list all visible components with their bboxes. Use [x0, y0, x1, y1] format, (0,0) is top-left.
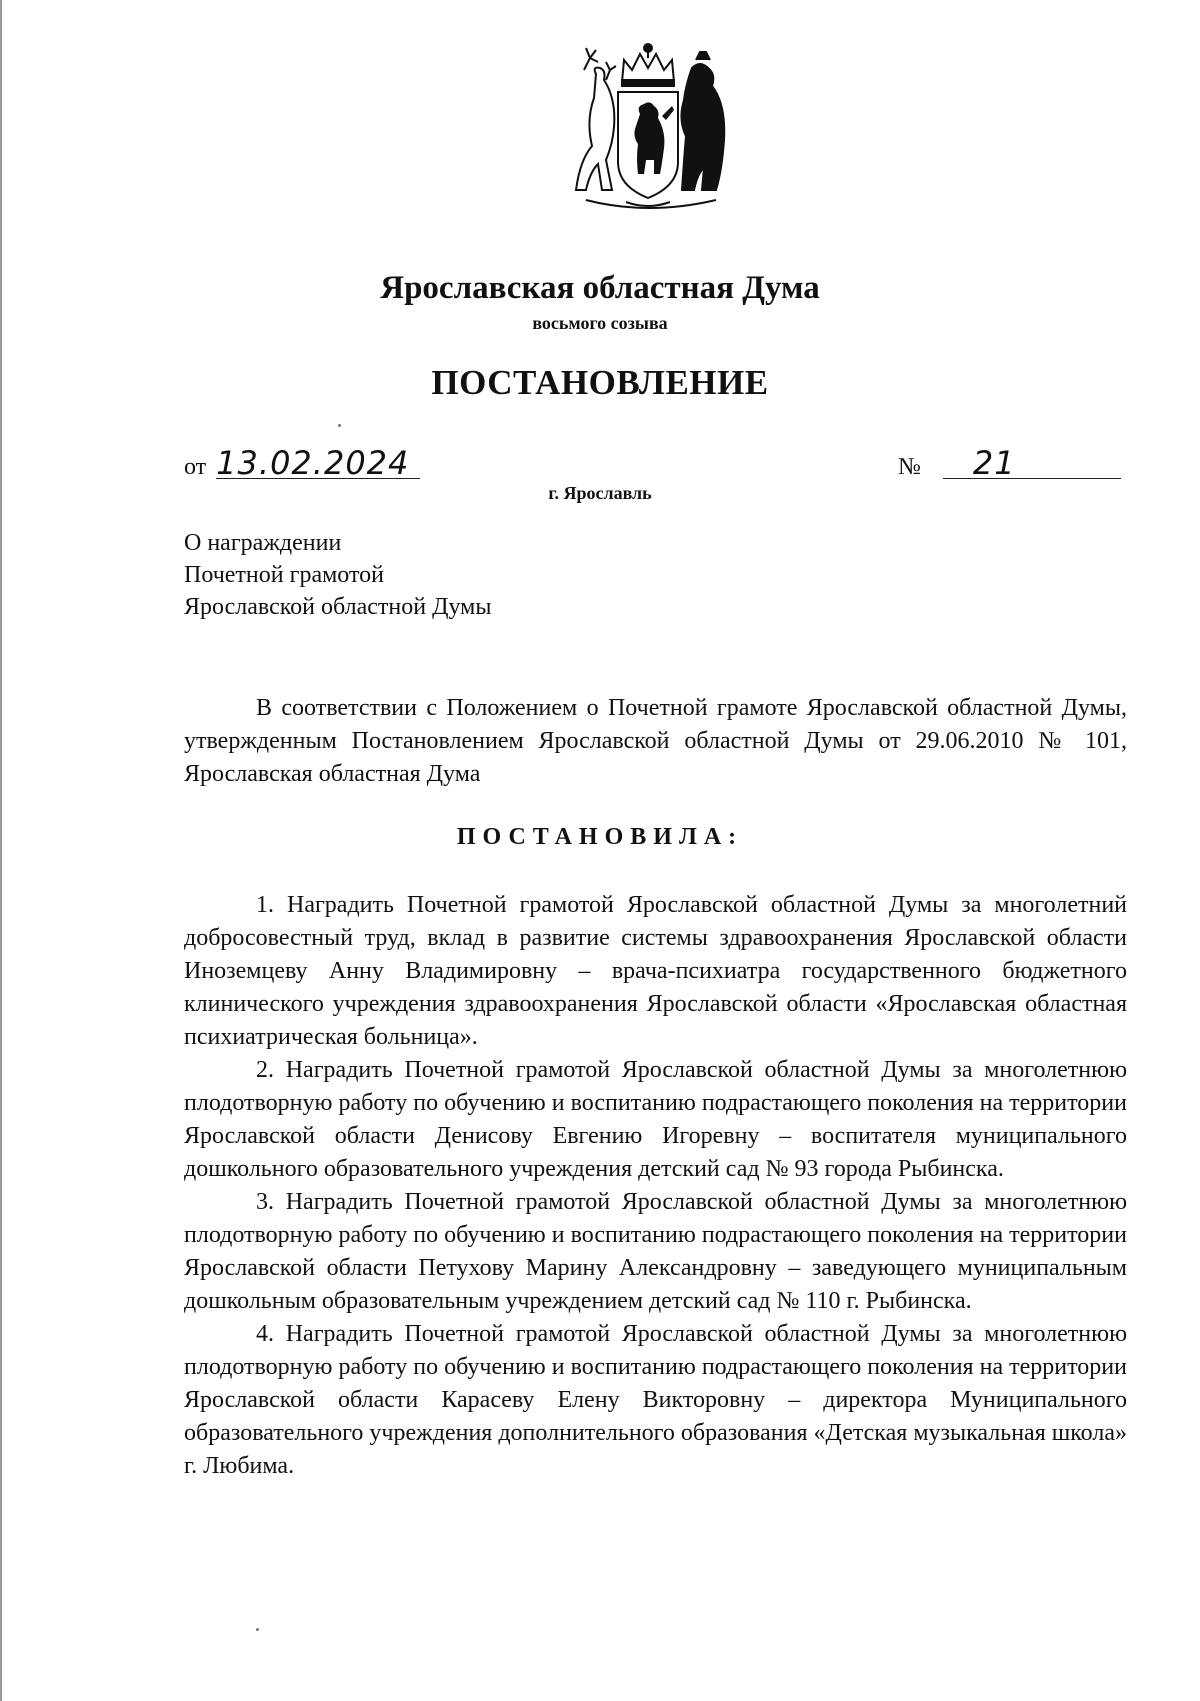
handwritten-date: 13.02.2024	[216, 448, 420, 479]
number-prefix: №	[898, 454, 921, 480]
resolution-item: 1. Наградить Почетной грамотой Ярославской областной Думы за многолетний добросовестный труд, вклад в развитие системы здравоохранения Ярославской области Иноземцеву Анну Владимировну – врача-психиатра государственного бюджетного клинического учреждения здравоохранения Ярославской области «Ярославская областная психиатрическая больница».	[184, 892, 1127, 1050]
handwritten-number: 21	[943, 448, 1121, 479]
scan-speck	[338, 424, 341, 427]
subject-line: Ярославской областной Думы	[184, 594, 492, 620]
number-field	[898, 444, 1121, 482]
yaroslavl-coat-of-arms-icon	[566, 40, 730, 212]
document-subject	[184, 527, 491, 623]
resolution-item: 3. Наградить Почетной грамотой Ярославской областной Думы за многолетнюю плодотворную работу по обучению и воспитанию подрастающего поколения на территории Ярославской области Петухову Марину Александровну – заведующего муниципальным дошкольным образовательным учреждением детский сад № 110 г. Рыбинска.	[184, 1189, 1127, 1314]
document-type-heading: ПОСТАНОВЛЕНИЕ	[431, 363, 769, 402]
subject-line: Почетной грамотой	[184, 562, 384, 588]
date-prefix: от	[184, 454, 207, 480]
subject-line: О награждении	[184, 530, 342, 556]
resolution-item: 2. Наградить Почетной грамотой Ярославской областной Думы за многолетнюю плодотворную работу по обучению и воспитанию подрастающего поколения на территории Ярославской области Денисову Евгению Игоревну – воспитателя муниципального дошкольного образовательного учреждения детский сад № 93 города Рыбинска.	[184, 1057, 1127, 1182]
date-field	[184, 444, 420, 482]
resolution-items	[184, 889, 1127, 1483]
org-title: Ярославская областная Дума	[380, 270, 820, 306]
resolution-item: 4. Наградить Почетной грамотой Ярославской областной Думы за многолетнюю плодотворную работу по обучению и воспитанию подрастающего поколения на территории Ярославской области Карасеву Елену Викторовну – директора Муниципального образовательного учреждения дополнительного образования «Детская музыкальная школа» г. Любима.	[184, 1321, 1127, 1479]
org-subtitle: восьмого созыва	[532, 313, 668, 333]
city-label: г. Ярославль	[548, 483, 652, 503]
preamble-paragraph: В соответствии с Положением о Почетной грамоте Ярославской областной Думы, утвержденным Постановлением Ярославской областной Думы от 29.06.2010 № 101, Ярославская областная Дума	[184, 695, 1127, 787]
scan-speck	[256, 1628, 259, 1631]
resolved-heading: ПОСТАНОВИЛА:	[456, 824, 744, 850]
